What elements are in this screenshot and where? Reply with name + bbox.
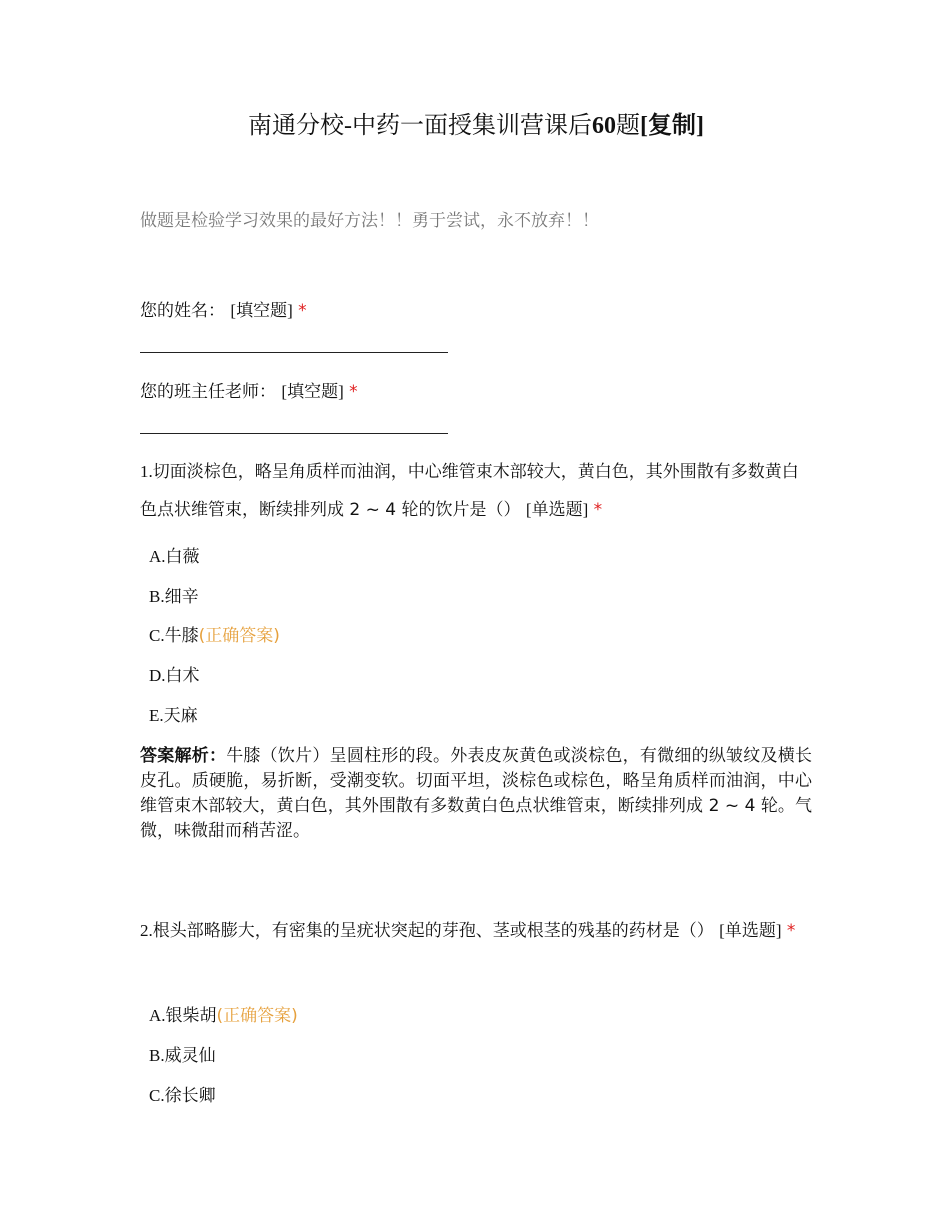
question-text: 根头部略膨大，有密集的呈疣状突起的芽孢、茎或根茎的残基的药材是（）: [152, 921, 714, 941]
option-text: 天麻: [163, 706, 198, 726]
field-type: [填空题]: [281, 382, 344, 401]
title-tag: [复制]: [640, 113, 704, 139]
q1-option-e[interactable]: [149, 703, 198, 729]
correct-answer-tag: (正确答案): [216, 1006, 298, 1026]
q2-option-b[interactable]: [149, 1043, 216, 1069]
question-number: 1.: [140, 462, 153, 481]
analysis-label: 答案解析：: [140, 746, 227, 766]
q1-option-b[interactable]: [149, 584, 199, 610]
teacher-input-blank[interactable]: [140, 433, 448, 434]
option-text: 威灵仙: [164, 1046, 216, 1066]
field-type: [填空题]: [230, 301, 293, 320]
option-text: 银柴胡: [165, 1006, 217, 1026]
title-suffix: 题: [616, 113, 640, 139]
q2-option-c[interactable]: [149, 1083, 216, 1109]
question-1-stem: [140, 453, 812, 529]
question-2-stem: [140, 912, 812, 950]
option-letter: B.: [149, 587, 165, 606]
option-text: 细辛: [164, 587, 199, 607]
field-label-text: 您的班主任老师：: [140, 382, 276, 402]
q1-option-a[interactable]: [149, 544, 200, 570]
option-letter: D.: [149, 666, 166, 685]
name-input-blank[interactable]: [140, 352, 448, 353]
page-title: [140, 110, 812, 142]
title-prefix: 南通分校-中药一面授集训营课后: [248, 113, 592, 139]
option-letter: C.: [149, 1086, 165, 1105]
q1-option-c[interactable]: [149, 623, 280, 649]
option-text: 白术: [165, 666, 200, 686]
question-number: 2.: [140, 921, 153, 940]
option-letter: B.: [149, 1046, 165, 1065]
question-type: [单选题]: [525, 500, 589, 519]
q1-answer-analysis: [140, 744, 812, 844]
question-text: 切面淡棕色，略呈角质样而油润，中心维管束木部较大，黄白色，其外围散有多数黄白色点状维管束，断续排列成 2 ~ 4 轮的饮片是（）: [140, 462, 799, 520]
analysis-text: 牛膝（饮片）呈圆柱形的段。外表皮灰黄色或淡棕色，有微细的纵皱纹及横长皮孔。质硬脆，易折断，受潮变软。切面平坦，淡棕色或棕色，略呈角质样而油润，中心维管束木部较大，黄白色，其外围散有多数黄白色点状维管束，断续排列成 2 ~ 4 轮。气微，味微甜而稍苦涩。: [140, 746, 813, 841]
name-field-label: [140, 298, 307, 324]
q1-option-d[interactable]: [149, 663, 200, 689]
title-number: 60: [592, 113, 616, 139]
option-letter: A.: [149, 547, 166, 566]
option-letter: C.: [149, 626, 165, 645]
field-label-text: 您的姓名：: [140, 301, 225, 321]
option-letter: A.: [149, 1006, 166, 1025]
required-marker: *: [786, 921, 796, 941]
option-letter: E.: [149, 706, 164, 725]
option-text: 牛膝: [164, 626, 199, 646]
correct-answer-tag: (正确答案): [198, 626, 280, 646]
question-type: [单选题]: [719, 921, 782, 940]
required-marker: *: [298, 301, 307, 321]
required-marker: *: [593, 500, 603, 520]
teacher-field-label: [140, 379, 358, 405]
q2-option-a[interactable]: [149, 1003, 298, 1029]
required-marker: *: [349, 382, 358, 402]
page-subtitle: 做题是检验学习效果的最好方法！！勇于尝试，永不放弃！！: [140, 211, 599, 231]
option-text: 白薇: [165, 547, 200, 567]
option-text: 徐长卿: [164, 1086, 216, 1106]
